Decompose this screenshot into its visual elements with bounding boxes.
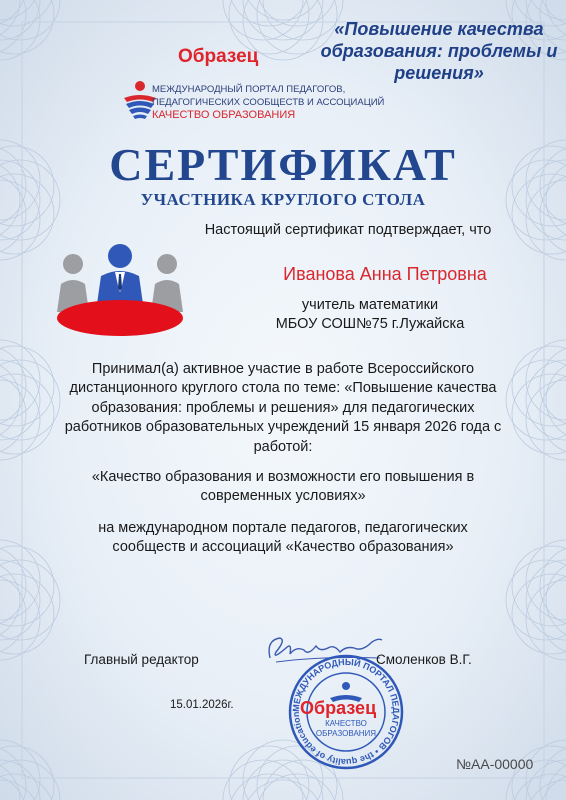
issue-date: 15.01.2026г. [170, 699, 234, 711]
recipient-details [230, 296, 510, 334]
seal-center-line1: КАЧЕСТВО [325, 719, 367, 728]
portal-name-line1: МЕЖДУНАРОДНЫЙ ПОРТАЛ ПЕДАГОГОВ, [152, 84, 346, 95]
portal-brand: КАЧЕСТВО ОБРАЗОВАНИЯ [152, 109, 296, 121]
confirmation-text: Настоящий сертификат подтверждает, что [204, 222, 492, 238]
portal-name [152, 83, 392, 122]
round-table-people-icon [55, 242, 185, 342]
editor-name: Смоленков В.Г. [376, 652, 472, 667]
sample-watermark-seal: Образец [300, 698, 377, 718]
participation-text: Принимал(а) активное участие в работе Всероссийского дистанционного круглого стола по теме: «Повышение качества образования: проблемы и решения» для педагогических работников образовательных учреждений 15 января 2026 года с работой: [64, 361, 502, 455]
work-title: «Качество образования и возможности его повышения в современных условиях» [91, 469, 475, 505]
venue-text: на международном портале педагогов, педагогических сообществ и ассоциаций «Качество образования» [98, 520, 468, 556]
topic-heading: «Повышение качества образования: проблемы и решения» [320, 19, 558, 83]
editor-label: Главный редактор [84, 652, 199, 667]
recipient-name: Иванова Анна Петровна [283, 264, 487, 284]
recipient-school: МБОУ СОШ№75 г.Лужайска [275, 316, 465, 332]
portal-name-line2: ПЕДАГОГИЧЕСКИХ СООБЩЕСТВ И АССОЦИАЦИЙ [152, 97, 385, 108]
seal-ring-text: МЕЖДУНАРОДНЫЙ ПОРТАЛ ПЕДАГОГОВ • the quality of education [290, 656, 402, 768]
seal-center-line2: ОБРАЗОВАНИЯ [315, 729, 377, 738]
recipient-position: учитель математики [301, 297, 439, 313]
certificate-title: СЕРТИФИКАТ [109, 139, 457, 190]
certificate-number: №АА-00000 [456, 756, 534, 772]
certificate-subtitle: УЧАСТНИКА КРУГЛОГО СТОЛА [140, 190, 426, 209]
sample-watermark-top: Образец [178, 46, 259, 67]
